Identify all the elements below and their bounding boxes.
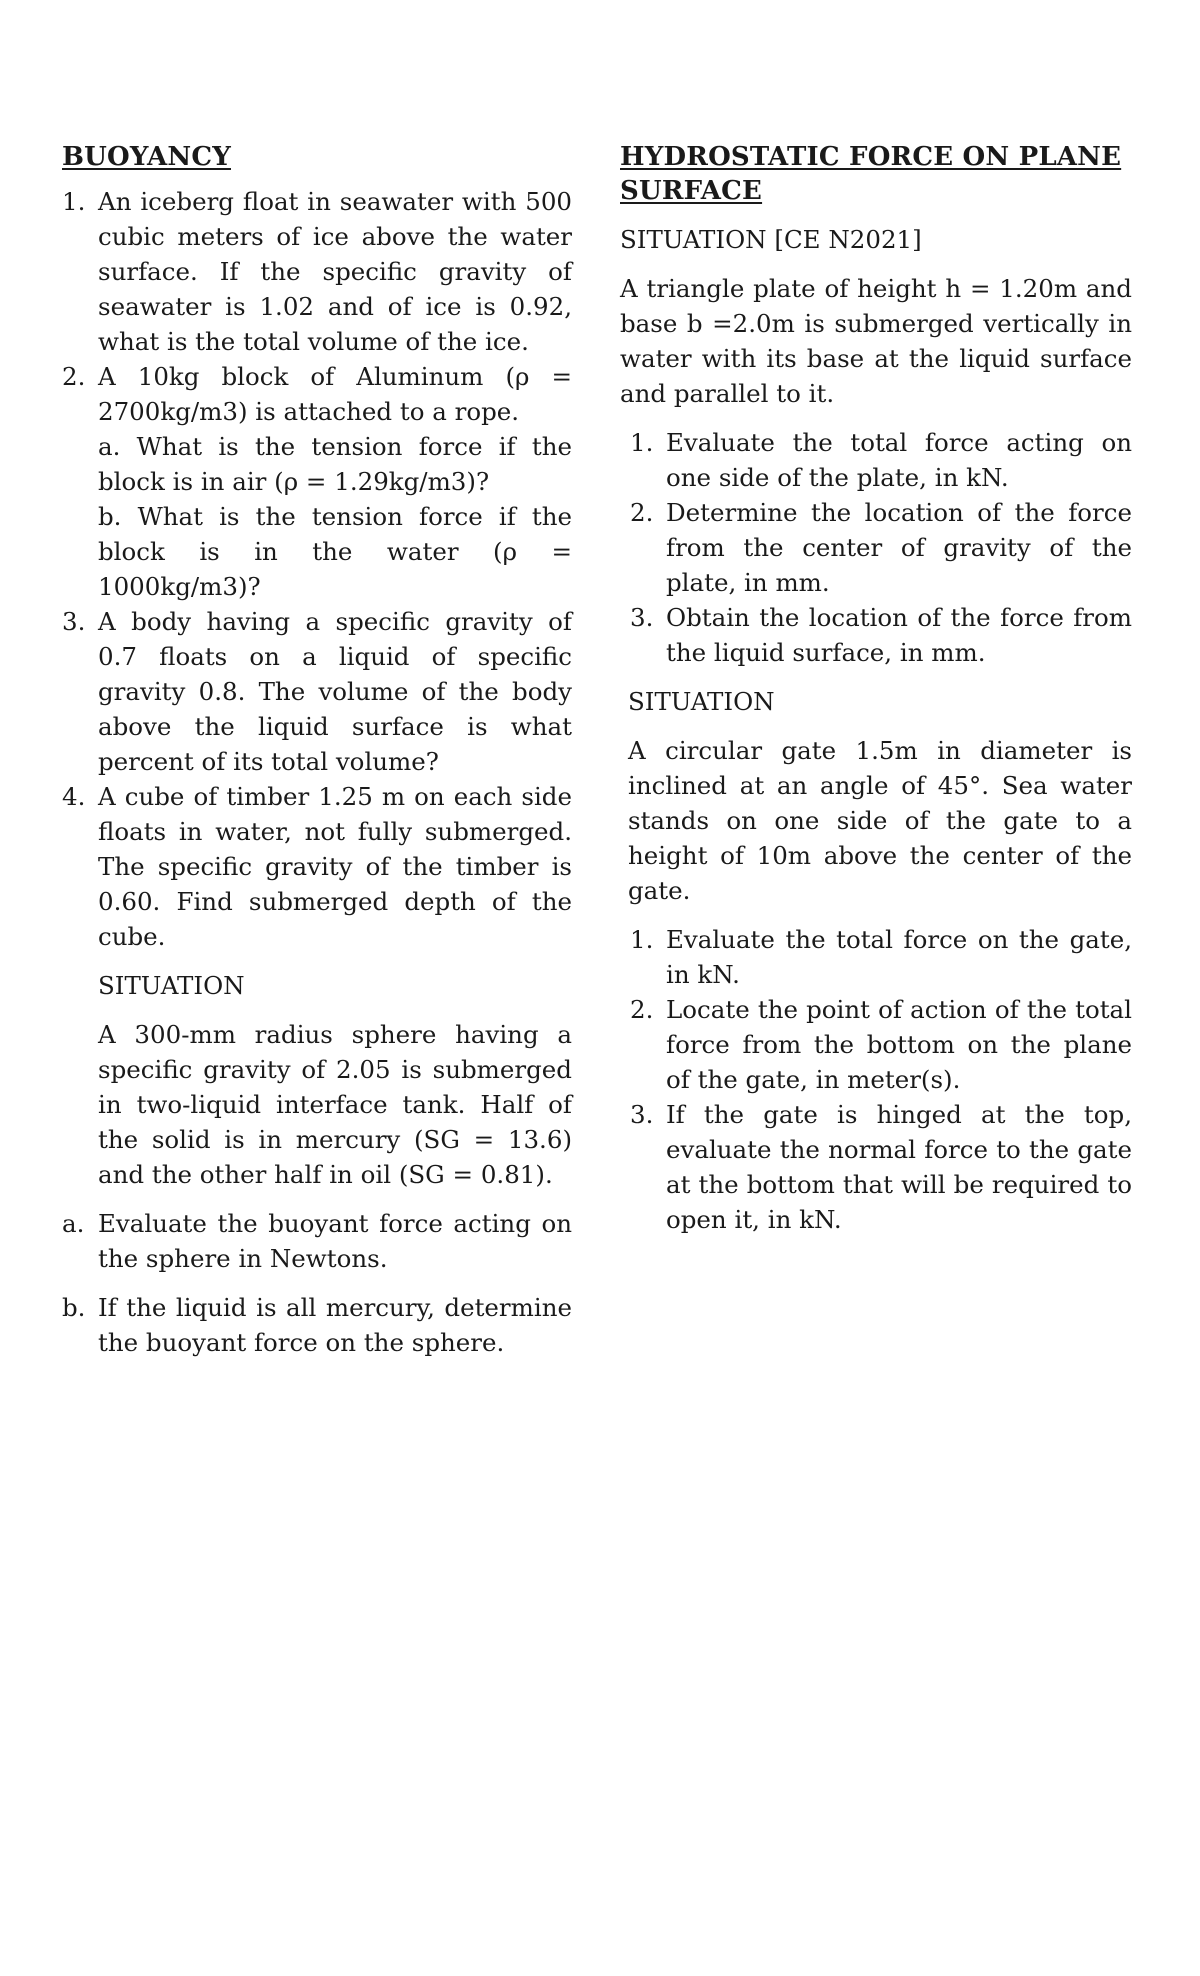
situation-parts [62,1206,572,1360]
buoyancy-question-list [62,184,572,954]
situation-2-label: SITUATION [628,687,775,716]
situation-text: A 300-mm radius sphere having a specific gravity of 2.05 is submerged in two-liquid interface tank. Half of the solid is in mercury (SG = 13.6) and the other half in oil (SG = 0.81). [98,1020,572,1189]
question-2-part-b: b. What is the tension force if the block is in the water (ρ = 1000kg/m3)? [98,502,572,601]
situation-2-question-3: 3. If the gate is hinged at the top, evaluate the normal force to the gate at the bottom that will be required to open it, in kN. [630,1100,1132,1234]
situation-1-question-2: 2. Determine the location of the force from the center of gravity of the plate, in mm. [630,498,1132,597]
situation-2-text: A circular gate 1.5m in diameter is inclined at an angle of 45°. Sea water stands on one side of the gate to a height of 10m above the center of the gate. [628,736,1132,905]
situation-1-text: A triangle plate of height h = 1.20m and base b =2.0m is submerged vertically in water with its base at the liquid surface and parallel to it. [620,274,1132,408]
situation-1-question-3: 3. Obtain the location of the force from the liquid surface, in mm. [630,603,1132,667]
situation-1-label: SITUATION [CE N2021] [620,225,922,254]
part-a: a. Evaluate the buoyant force acting on the sphere in Newtons. [62,1209,572,1273]
question-1: 1. An iceberg float in seawater with 500 cubic meters of ice above the water surface. If the specific gravity of seawater is 1.02 and of ice is 0.92, what is the total volume of the ice. [62,187,572,356]
situation-2-question-2: 2. Locate the point of action of the total force from the bottom on the plane of the gate, in meter(s). [630,995,1132,1094]
situation-2-question-1: 1. Evaluate the total force on the gate, in kN. [630,925,1132,989]
situation-1-question-1: 1. Evaluate the total force acting on one side of the plate, in kN. [630,428,1132,492]
question-2: 2. A 10kg block of Aluminum (ρ = 2700kg/m3) is attached to a rope. a. What is the tension force if the block is in air (ρ = 1.29kg/m3)? b. What is the tension force if the block is in the water (ρ = 1000kg/m3)? [62,359,572,604]
situation-label: SITUATION [98,971,245,1000]
hydrostatic-section [620,140,1132,1251]
part-b: b. If the liquid is all mercury, determine the buoyant force on the sphere. [62,1293,572,1357]
situation-2-questions [630,922,1132,1237]
question-4: 4. A cube of timber 1.25 m on each side floats in water, not fully submerged. The specific gravity of the timber is 0.60. Find submerged depth of the cube. [62,782,572,951]
question-2-part-a: a. What is the tension force if the block is in air (ρ = 1.29kg/m3)? [98,432,572,496]
question-3: 3. A body having a specific gravity of 0.7 floats on a liquid of specific gravity 0.8. The volume of the body above the liquid surface is what percent of its total volume? [62,607,572,776]
hydrostatic-heading: HYDROSTATIC FORCE ON PLANE SURFACE [620,142,1122,206]
situation-1-questions [630,425,1132,670]
buoyancy-heading: BUOYANCY [62,142,231,172]
buoyancy-section [62,140,572,1374]
